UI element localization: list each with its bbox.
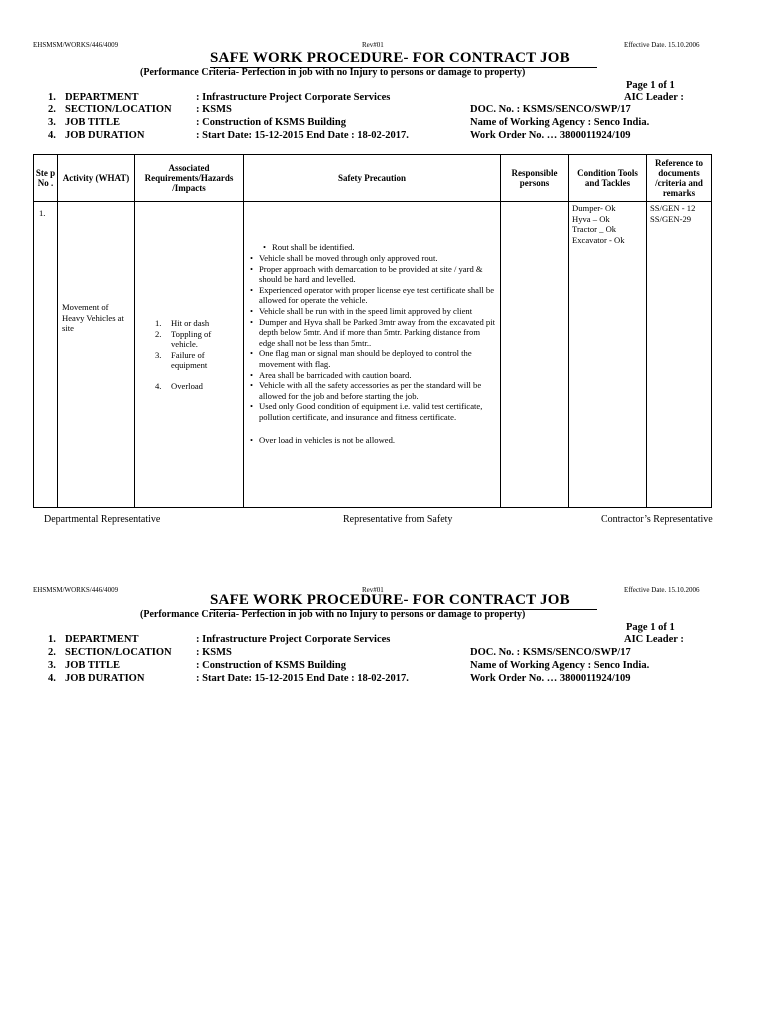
- hazard-item: 2. Toppling of vehicle.: [155, 328, 212, 350]
- doc-effective-date: Effective Date. 15.10.2006: [624, 586, 700, 594]
- subtitle: (Performance Criteria- Perfection in job with no Injury to persons or damage to property): [140, 609, 526, 620]
- precaution-item: • Proper approach with demarcation to be provided at site / yard & should be hard and levelled.: [247, 264, 497, 285]
- precaution-item: • Vehicle shall be moved through only approved rout.: [247, 253, 497, 264]
- page-number: Page 1 of 1: [626, 80, 675, 91]
- precaution-item: • One flag man or signal man should be deployed to control the movement with flag.: [247, 348, 497, 369]
- table-row: [34, 202, 712, 508]
- doc-effective-date: Effective Date. 15.10.2006: [624, 41, 700, 49]
- precaution-item: • Rout shall be identified.: [260, 242, 500, 253]
- hazard-item: 3. Failure of equipment: [155, 349, 208, 371]
- page-1: EHSMSM/WORKS/446/4009 Rev#01 Effective Date. 15.10.2006 SAFE WORK PROCEDURE- FOR CONTRACT JOB (Performance Criteria- Perfection in job with no Injury to persons or damage to property) Page 1 of 1 AIC Leader : 1. DEPARTMENT : Infrastructure Project Corporate Services 2. SECTION/LOCATION : KSMS DOC. No. : KSMS/SENCO/SWP/17 3. JOB TITLE : Construction of KSMS Building Name of Working Agency : Senco India. 4. JOB DURATION : Start Date: 15-12-2015 End Date : 18-02-2017. Work Order No. … 3800011924/109 Ste p No . Activity (WHAT) Associated Requirements/Hazards /Impacts Safety Precaution Responsible persons Condition Tools and Tackles Reference to documents /criteria and remarks 1. Movement of Heavy Vehicles at site 1. Hit or dash 2. Toppling of vehicle. 3. Failure of equipment 4. Overload • Rout shall be identified. • Vehicle shall be moved through only approved rout. • Proper approach with demarcation to be provided at site / yard & should be hard and levelled. • Experienced operator with proper license eye test certificate shall be allowed for operate the vehicle. • Vehicle shall be run with in the speed limit approved by client • Dumper and Hyva shall be Parked 3mtr away from the excavated pit depth below 5mtr. And if more than 5mtr. Parking distance from edge shall not be less than 5mtr.. • One flag man or signal man should be deployed to control the movement with flag. • Area shall be barricaded with caution board. • Vehicle with all the safety accessories as per the standard will be allowed for the job and before starting the job. • Used only Good condition of equipment i.e. valid test certificate, pollution certificate, and insurance and fitness certificate. • Over load in vehicles is not be allowed. Dumper- Ok Hyva – Ok Tractor _ Ok Excavator - Ok SS/GEN - 12 SS/GEN-29 Departmental Representative Representative from Safety Contractor’s Representative: [0, 0, 768, 540]
- precaution-item: • Area shall be barricaded with caution board.: [247, 370, 497, 381]
- signature-contractor: Contractor’s Representative: [601, 514, 713, 525]
- precaution-item: • Vehicle shall be run with in the speed limit approved by client: [247, 306, 497, 317]
- doc-ref: EHSMSM/WORKS/446/4009: [33, 586, 119, 594]
- page-number: Page 1 of 1: [626, 622, 675, 633]
- col-header-step: Ste p No .: [34, 155, 58, 202]
- col-header-reference: Reference to documents /criteria and remarks: [647, 155, 712, 202]
- cell-step: 1.: [34, 202, 58, 508]
- col-header-hazards: Associated Requirements/Hazards /Impacts: [135, 155, 244, 202]
- condition-item: Tractor _ Ok: [572, 224, 617, 235]
- col-header-activity: Activity (WHAT): [58, 155, 135, 202]
- signature-safety: Representative from Safety: [343, 514, 453, 525]
- cell-activity: Movement of Heavy Vehicles at site: [58, 202, 135, 508]
- signature-departmental: Departmental Representative: [44, 514, 161, 525]
- cell-responsible: [501, 202, 569, 508]
- reference-item: SS/GEN-29: [650, 213, 692, 224]
- hazard-item: 1. Hit or dash: [155, 318, 210, 328]
- doc-rev: Rev#01: [362, 41, 384, 49]
- cell-precaution: [244, 202, 501, 508]
- cell-reference: [647, 202, 712, 508]
- col-header-precaution: Safety Precaution: [244, 155, 501, 202]
- hazard-item: 4. Overload: [155, 380, 203, 391]
- cell-condition: [569, 202, 647, 508]
- page-title: SAFE WORK PROCEDURE- FOR CONTRACT JOB: [210, 592, 570, 608]
- precaution-item: • Experienced operator with proper license eye test certificate shall be allowed for operate the vehicle.: [247, 285, 497, 306]
- subtitle: (Performance Criteria- Perfection in job with no Injury to persons or damage to property): [140, 67, 526, 78]
- doc-ref: EHSMSM/WORKS/446/4009: [33, 41, 119, 49]
- col-header-condition: Condition Tools and Tackles: [569, 155, 647, 202]
- doc-rev: Rev#01: [362, 586, 384, 594]
- reference-item: SS/GEN - 12: [650, 203, 696, 213]
- condition-item: Hyva – Ok: [572, 213, 610, 224]
- page-2: EHSMSM/WORKS/446/4009 Rev#01 Effective Date. 15.10.2006 SAFE WORK PROCEDURE- FOR CONTRACT JOB (Performance Criteria- Perfection in job with no Injury to persons or damage to property) Page 1 of 1 AIC Leader : 1. DEPARTMENT : Infrastructure Project Corporate Services 2. SECTION/LOCATION : KSMS DOC. No. : KSMS/SENCO/SWP/17 3. JOB TITLE : Construction of KSMS Building Name of Working Agency : Senco India. 4. JOB DURATION : Start Date: 15-12-2015 End Date : 18-02-2017. Work Order No. … 3800011924/109: [33, 586, 700, 684]
- safe-work-table: [33, 154, 712, 508]
- page-title: SAFE WORK PROCEDURE- FOR CONTRACT JOB: [210, 50, 570, 66]
- aic-leader: AIC Leader :: [624, 634, 684, 645]
- precaution-item: • Over load in vehicles is not be allowed.: [247, 435, 497, 446]
- col-header-responsible: Responsible persons: [501, 155, 569, 202]
- condition-item: Excavator - Ok: [572, 234, 625, 245]
- condition-item: Dumper- Ok: [572, 203, 616, 213]
- precaution-item: • Vehicle with all the safety accessories as per the standard will be allowed for the job and before starting the job.: [247, 380, 497, 401]
- precaution-item: • Dumper and Hyva shall be Parked 3mtr away from the excavated pit depth below 5mtr. And if more than 5mtr. Parking distance from edge shall not be less than 5mtr..: [247, 317, 497, 349]
- precaution-item: • Used only Good condition of equipment i.e. valid test certificate, pollution certificate, and insurance and fitness certificate.: [247, 401, 497, 422]
- aic-leader: AIC Leader :: [624, 92, 684, 103]
- cell-hazards: [135, 202, 244, 508]
